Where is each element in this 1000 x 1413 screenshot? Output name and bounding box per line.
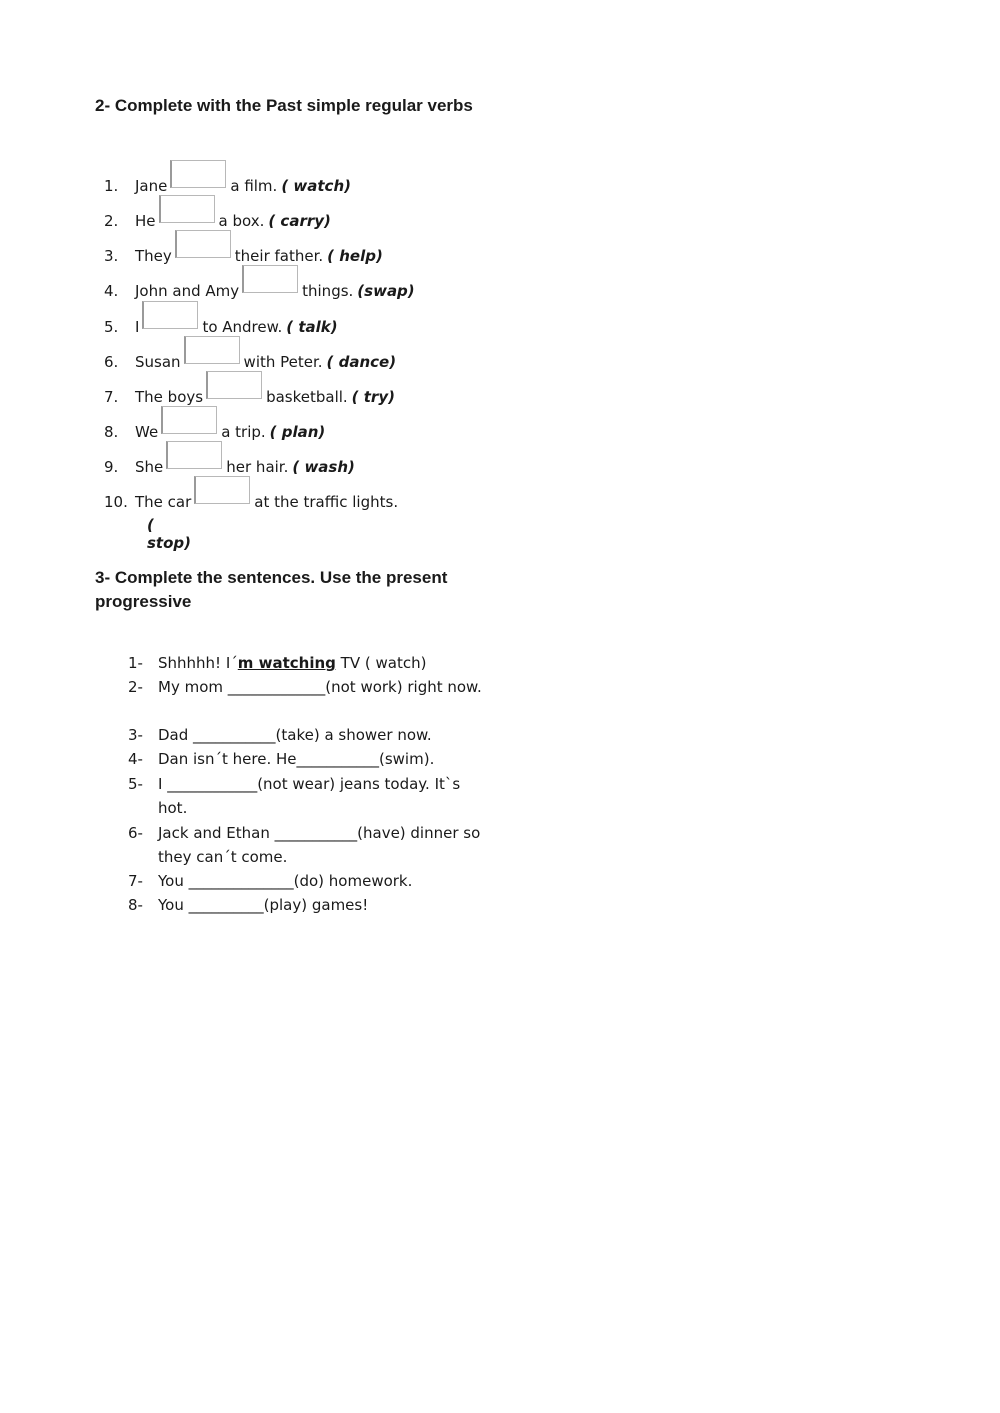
item-number: 1- (128, 654, 143, 672)
list-item (104, 344, 396, 372)
item-rest: a trip. (221, 423, 266, 441)
item-subject: The car (135, 493, 192, 511)
item-rest: at the traffic lights. (254, 493, 399, 511)
list-item (104, 203, 331, 231)
list-item (128, 869, 488, 893)
list-item (104, 379, 395, 407)
sentence: My mom _____________(not work) right now. (158, 678, 482, 696)
list-item (104, 449, 355, 477)
item-number: 8. (104, 423, 119, 441)
item-rest: their father. (234, 247, 324, 265)
list-item (128, 893, 488, 917)
list-item (104, 168, 351, 196)
item-number: 7- (128, 872, 143, 890)
sentence: Jack and Ethan ___________(have) dinner so they can´t come. (158, 824, 481, 866)
item-subject: Susan (135, 353, 181, 371)
sentence: You __________(play) games! (158, 896, 369, 914)
verb-hint: ( try) (351, 388, 395, 406)
list-item (104, 414, 325, 442)
item-number: 2. (104, 212, 119, 230)
verb-hint: ( help) (327, 247, 383, 265)
list-item (104, 484, 398, 512)
item-number: 6. (104, 353, 119, 371)
item-number: 5- (128, 775, 143, 793)
item-number: 10. (104, 493, 128, 511)
verb-hint: ( plan) (269, 423, 326, 441)
item-subject: Jane (135, 177, 168, 195)
item-rest: with Peter. (243, 353, 323, 371)
section-2-title: 2- Complete with the Past simple regular verbs (95, 96, 473, 115)
item-subject: John and Amy (135, 282, 240, 300)
verb-hint: ( carry) (268, 212, 331, 230)
item-subject: He (135, 212, 156, 230)
item-number: 8- (128, 896, 143, 914)
answer-input[interactable] (242, 265, 298, 293)
item-subject: She (135, 458, 164, 476)
sentence: I ____________(not wear) jeans today. It`s hot. (158, 775, 461, 817)
sentence-start: Shhhhh! I´ (158, 654, 238, 672)
section-3-title: 3- Complete the sentences. Use the present progressive (95, 568, 448, 611)
answer-input[interactable] (194, 476, 250, 504)
answer-input[interactable] (142, 301, 198, 329)
item-subject: I (135, 318, 140, 336)
item-number: 5. (104, 318, 119, 336)
answer-input[interactable] (175, 230, 231, 258)
list-item (128, 675, 488, 699)
item-number: 7. (104, 388, 119, 406)
verb-hint: ( stop) (147, 516, 191, 552)
answer-input[interactable] (170, 160, 226, 188)
verb-hint: ( talk) (286, 318, 338, 336)
list-item (128, 723, 488, 747)
item-rest: a film. (230, 177, 278, 195)
item-number: 1. (104, 177, 119, 195)
item-rest: to Andrew. (202, 318, 283, 336)
answer-input[interactable] (161, 406, 217, 434)
answer-input[interactable] (166, 441, 222, 469)
item-rest: basketball. (266, 388, 348, 406)
item-rest: a box. (218, 212, 265, 230)
sentence: Dan isn´t here. He___________(swim). (158, 750, 435, 768)
sentence (158, 651, 426, 675)
item-number: 9. (104, 458, 119, 476)
list-item (128, 821, 488, 869)
item-subject: The boys (135, 388, 204, 406)
list-item (104, 238, 383, 266)
item-subject: We (135, 423, 159, 441)
verb-hint: ( wash) (292, 458, 355, 476)
verb-hint: ( watch) (281, 177, 351, 195)
answer-input[interactable] (184, 336, 240, 364)
item-subject: They (135, 247, 172, 265)
sentence: Dad ___________(take) a shower now. (158, 726, 432, 744)
item-number: 3. (104, 247, 119, 265)
item-rest: her hair. (226, 458, 289, 476)
answer-input[interactable] (206, 371, 262, 399)
example-answer: m watching (237, 654, 336, 672)
verb-hint: (swap) (357, 282, 415, 300)
item-number: 2- (128, 678, 143, 696)
list-item (128, 651, 488, 675)
item-rest: things. (302, 282, 354, 300)
list-item (128, 747, 488, 771)
verb-hint: ( dance) (326, 353, 397, 371)
list-item (104, 309, 338, 337)
list-item (128, 772, 488, 820)
item-number: 4- (128, 750, 143, 768)
sentence-end: TV ( watch) (335, 654, 427, 672)
answer-input[interactable] (159, 195, 215, 223)
sentence: You ______________(do) homework. (158, 872, 413, 890)
item-number: 3- (128, 726, 143, 744)
item-number: 6- (128, 824, 143, 842)
list-item (104, 273, 415, 301)
item-number: 4. (104, 282, 119, 300)
